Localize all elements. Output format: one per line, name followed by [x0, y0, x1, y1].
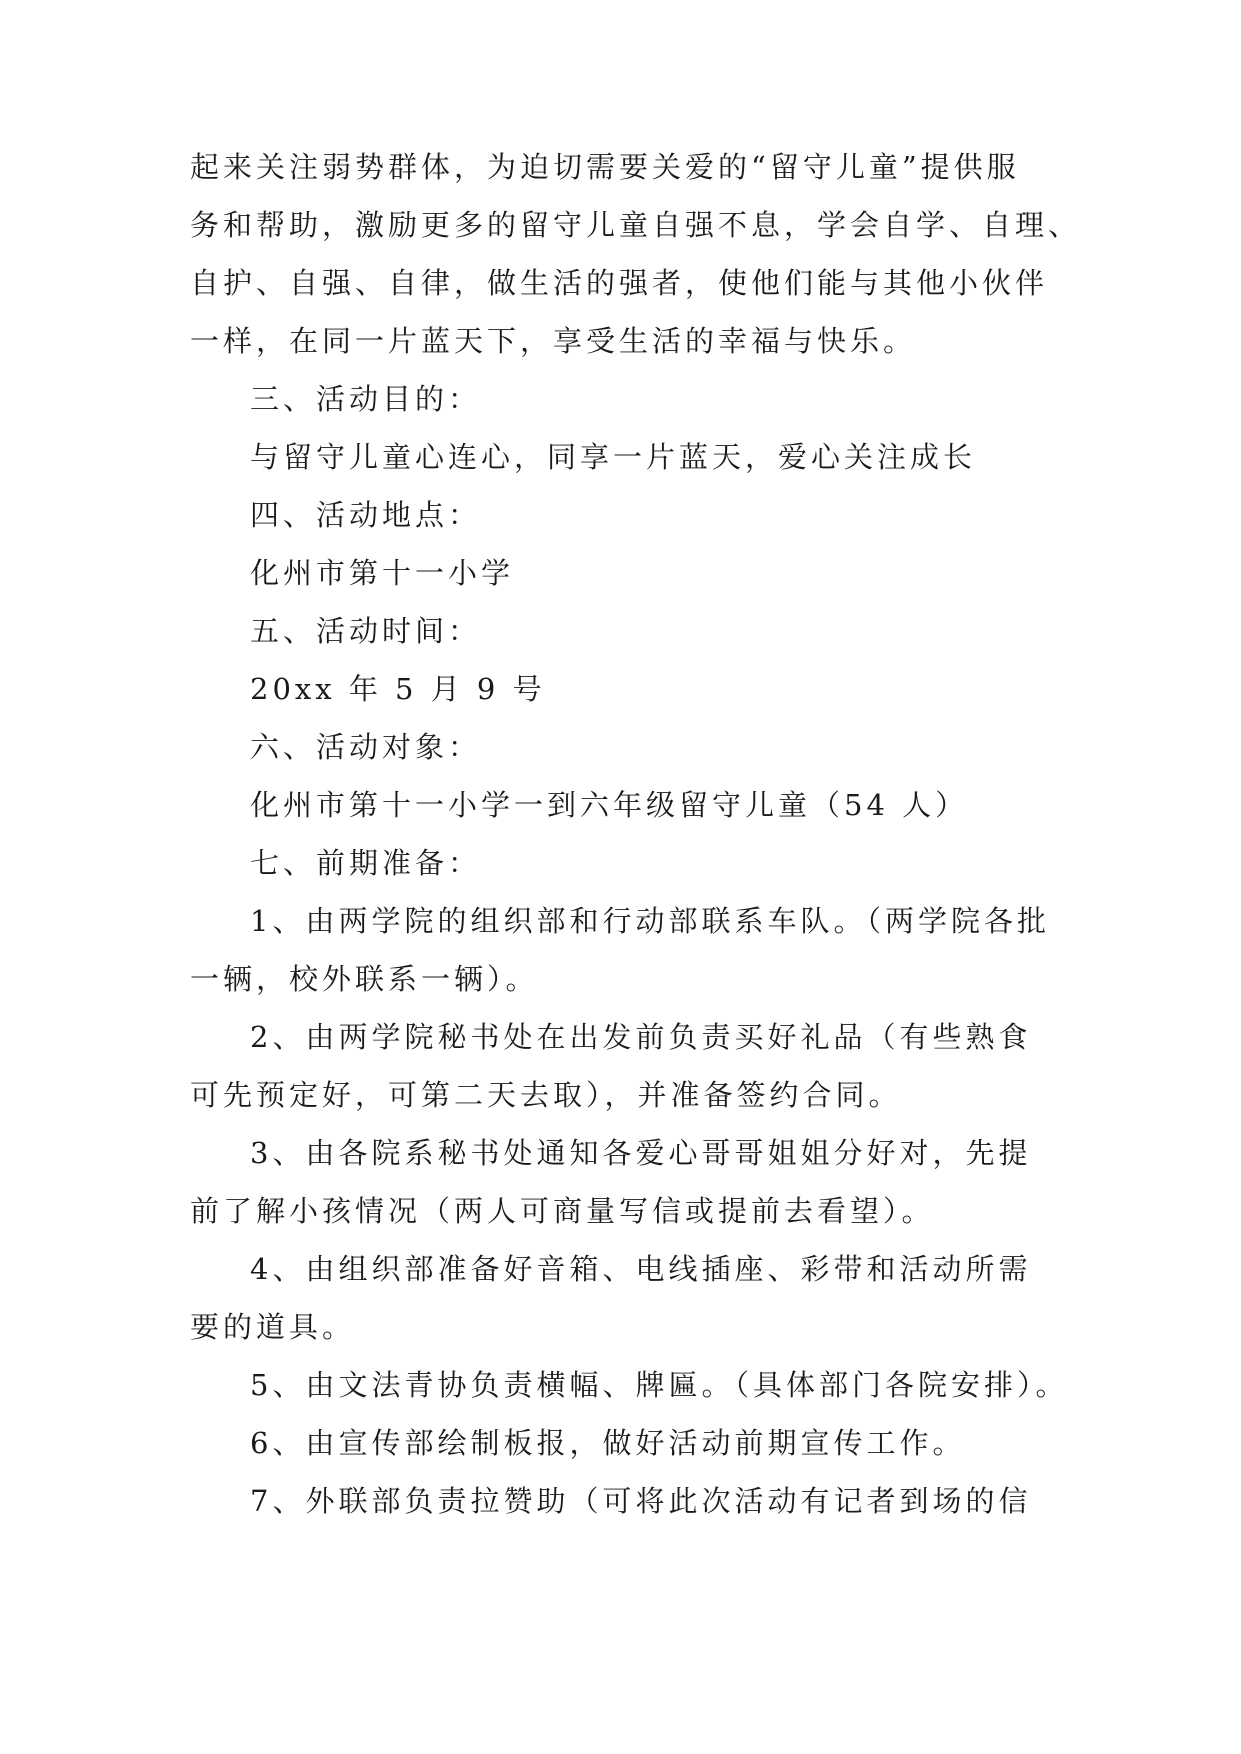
paragraph-line: 起来关注弱势群体，为迫切需要关爱的“留守儿童”提供服: [190, 150, 1020, 184]
section-heading: 七、前期准备：: [250, 846, 482, 880]
paragraph-line: 一样，在同一片蓝天下，享受生活的幸福与快乐。: [190, 324, 917, 358]
list-item-line: 6、由宣传部绘制板报，做好活动前期宣传工作。: [250, 1426, 966, 1460]
list-item-line: 1、由两学院的组织部和行动部联系车队。（两学院各批: [250, 904, 1050, 938]
list-item-line: 一辆，校外联系一辆）。: [190, 962, 539, 996]
list-item-line: 前了解小孩情况（两人可商量写信或提前去看望）。: [190, 1194, 935, 1228]
section-heading: 四、活动地点：: [250, 498, 482, 532]
list-item-line: 4、由组织部准备好音箱、电线插座、彩带和活动所需: [250, 1252, 1032, 1286]
section-heading: 三、活动目的：: [250, 382, 482, 416]
list-item-line: 要的道具。: [190, 1310, 356, 1344]
list-item-line: 5、由文法青协负责横幅、牌匾。（具体部门各院安排）。: [250, 1368, 1069, 1402]
list-item-line: 2、由两学院秘书处在出发前负责买好礼品（有些熟食: [250, 1020, 1032, 1054]
paragraph-line: 自护、自强、自律，做生活的强者，使他们能与其他小伙伴: [190, 266, 1049, 300]
paragraph-line: 化州市第十一小学: [250, 556, 515, 590]
paragraph-line: 务和帮助，激励更多的留守儿童自强不息，学会自学、自理、: [190, 208, 1082, 242]
list-item-line: 3、由各院系秘书处通知各爱心哥哥姐姐分好对，先提: [250, 1136, 1032, 1170]
section-heading: 六、活动对象：: [250, 730, 482, 764]
paragraph-line: 化州市第十一小学一到六年级留守儿童（54 人）: [250, 788, 969, 822]
paragraph-line: 与留守儿童心连心，同享一片蓝天，爱心关注成长: [250, 440, 977, 474]
section-heading: 五、活动时间：: [250, 614, 482, 648]
list-item-line: 可先预定好，可第二天去取），并准备签约合同。: [190, 1078, 902, 1112]
paragraph-line: 20xx 年 5 月 9 号: [250, 672, 546, 706]
list-item-line: 7、外联部负责拉赞助（可将此次活动有记者到场的信: [250, 1484, 1032, 1518]
